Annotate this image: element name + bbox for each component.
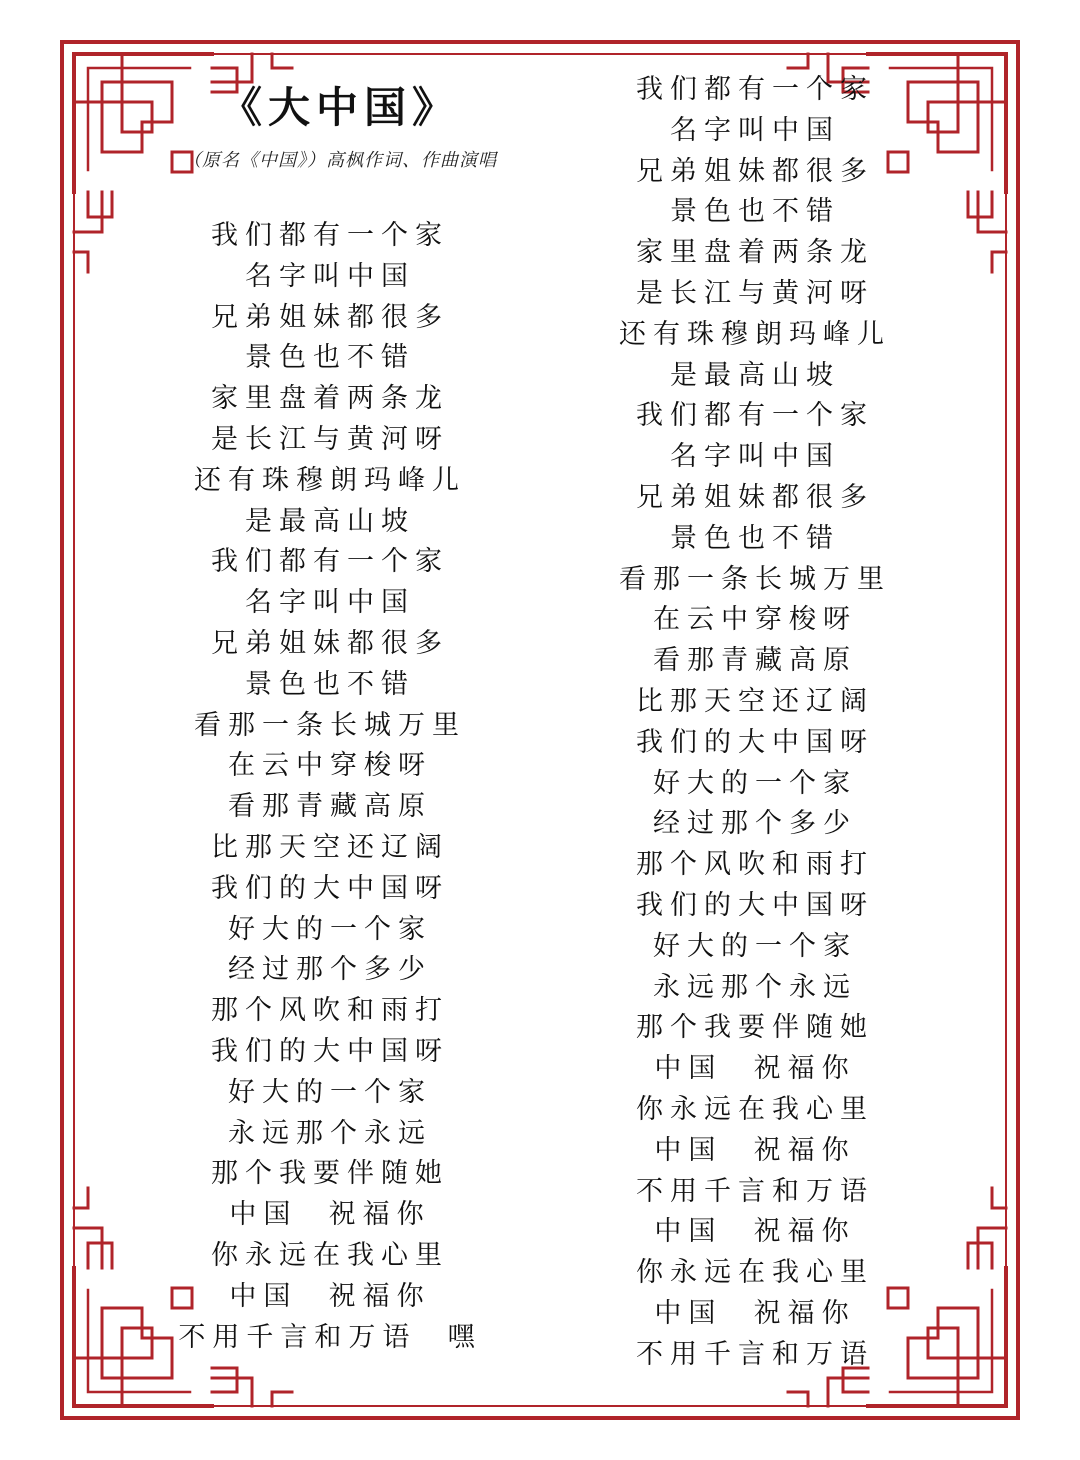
lyric-line: 中国 祝福你 bbox=[229, 1280, 431, 1312]
lyric-line: 兄弟姐妹都很多 bbox=[636, 481, 874, 513]
lyric-line: 中国 祝福你 bbox=[654, 1134, 856, 1166]
lyric-line: 好大的一个家 bbox=[653, 930, 857, 962]
lyric-line: 我们的大中国呀 bbox=[211, 1035, 449, 1067]
lyric-line: 看那一条长城万里 bbox=[194, 709, 466, 741]
lyric-line: 经过那个多少 bbox=[653, 808, 857, 840]
lyric-line: 永远那个永远 bbox=[228, 1117, 432, 1149]
lyric-line: 名字叫中国 bbox=[245, 587, 415, 619]
lyric-line: 中国 祝福你 bbox=[654, 1053, 856, 1085]
lyric-line: 你永远在我心里 bbox=[636, 1257, 874, 1289]
lyric-line: 那个我要伴随她 bbox=[211, 1158, 449, 1190]
lyric-line: 中国 祝福你 bbox=[654, 1297, 856, 1329]
lyric-line: 我们都有一个家 bbox=[211, 220, 449, 251]
lyric-line: 名字叫中国 bbox=[245, 260, 415, 292]
lyric-line: 名字叫中国 bbox=[670, 441, 840, 473]
lyric-line: 那个风吹和雨打 bbox=[636, 849, 874, 881]
lyric-line: 中国 祝福你 bbox=[229, 1199, 431, 1231]
lyric-line: 家里盘着两条龙 bbox=[636, 237, 874, 269]
lyrics-column-left bbox=[120, 216, 540, 1358]
lyric-line: 好大的一个家 bbox=[228, 913, 432, 945]
lyric-line: 比那天空还辽阔 bbox=[211, 831, 449, 863]
lyric-line: 家里盘着两条龙 bbox=[211, 383, 449, 415]
lyric-line: 好大的一个家 bbox=[228, 1076, 432, 1108]
lyric-line: 看那青藏高原 bbox=[653, 645, 857, 677]
lyric-line: 在云中穿梭呀 bbox=[653, 604, 857, 636]
lyric-line: 兄弟姐妹都很多 bbox=[211, 627, 449, 659]
page-title: 《大中国》 bbox=[219, 83, 460, 132]
lyric-line: 不用千言和万语 bbox=[636, 1338, 874, 1370]
lyric-line: 景色也不错 bbox=[245, 342, 415, 374]
lyric-line: 名字叫中国 bbox=[670, 114, 840, 146]
lyric-line: 景色也不错 bbox=[670, 196, 840, 228]
lyric-line: 我们的大中国呀 bbox=[636, 726, 874, 758]
lyric-line: 不用千言和万语 嘿 bbox=[178, 1321, 482, 1353]
lyric-line: 在云中穿梭呀 bbox=[228, 750, 432, 782]
lyric-line: 看那青藏高原 bbox=[228, 791, 432, 823]
lyric-line: 我们的大中国呀 bbox=[211, 872, 449, 904]
lyric-line: 中国 祝福你 bbox=[654, 1216, 856, 1248]
lyric-line: 是长江与黄河呀 bbox=[636, 277, 874, 309]
lyric-line: 是最高山坡 bbox=[670, 359, 840, 391]
lyric-line: 景色也不错 bbox=[245, 668, 415, 700]
page-subtitle: （原名《中国》）高枫作词、作曲演唱 bbox=[183, 150, 497, 171]
lyric-line: 那个我要伴随她 bbox=[636, 1012, 874, 1044]
lyric-line: 我们都有一个家 bbox=[636, 74, 874, 105]
lyric-line: 是最高山坡 bbox=[245, 505, 415, 537]
lyric-line: 是长江与黄河呀 bbox=[211, 423, 449, 455]
lyric-line: 兄弟姐妹都很多 bbox=[211, 301, 449, 333]
lyric-line: 不用千言和万语 bbox=[636, 1175, 874, 1207]
lyric-line: 比那天空还辽阔 bbox=[636, 685, 874, 717]
lyric-line: 好大的一个家 bbox=[653, 767, 857, 799]
lyric-line: 经过那个多少 bbox=[228, 954, 432, 986]
lyric-line: 看那一条长城万里 bbox=[619, 563, 891, 595]
lyric-line: 我们都有一个家 bbox=[211, 546, 449, 578]
lyric-line: 那个风吹和雨打 bbox=[211, 995, 449, 1027]
lyric-line: 你永远在我心里 bbox=[211, 1239, 449, 1271]
lyric-line: 景色也不错 bbox=[670, 522, 840, 554]
lyric-line: 还有珠穆朗玛峰儿 bbox=[619, 318, 891, 350]
lyrics-column-right bbox=[545, 70, 965, 1376]
lyric-line: 你永远在我心里 bbox=[636, 1093, 874, 1125]
lyric-line: 永远那个永远 bbox=[653, 971, 857, 1003]
lyric-line: 还有珠穆朗玛峰儿 bbox=[194, 464, 466, 496]
lyric-line: 兄弟姐妹都很多 bbox=[636, 155, 874, 187]
lyric-line: 我们都有一个家 bbox=[636, 400, 874, 432]
lyric-line: 我们的大中国呀 bbox=[636, 889, 874, 921]
